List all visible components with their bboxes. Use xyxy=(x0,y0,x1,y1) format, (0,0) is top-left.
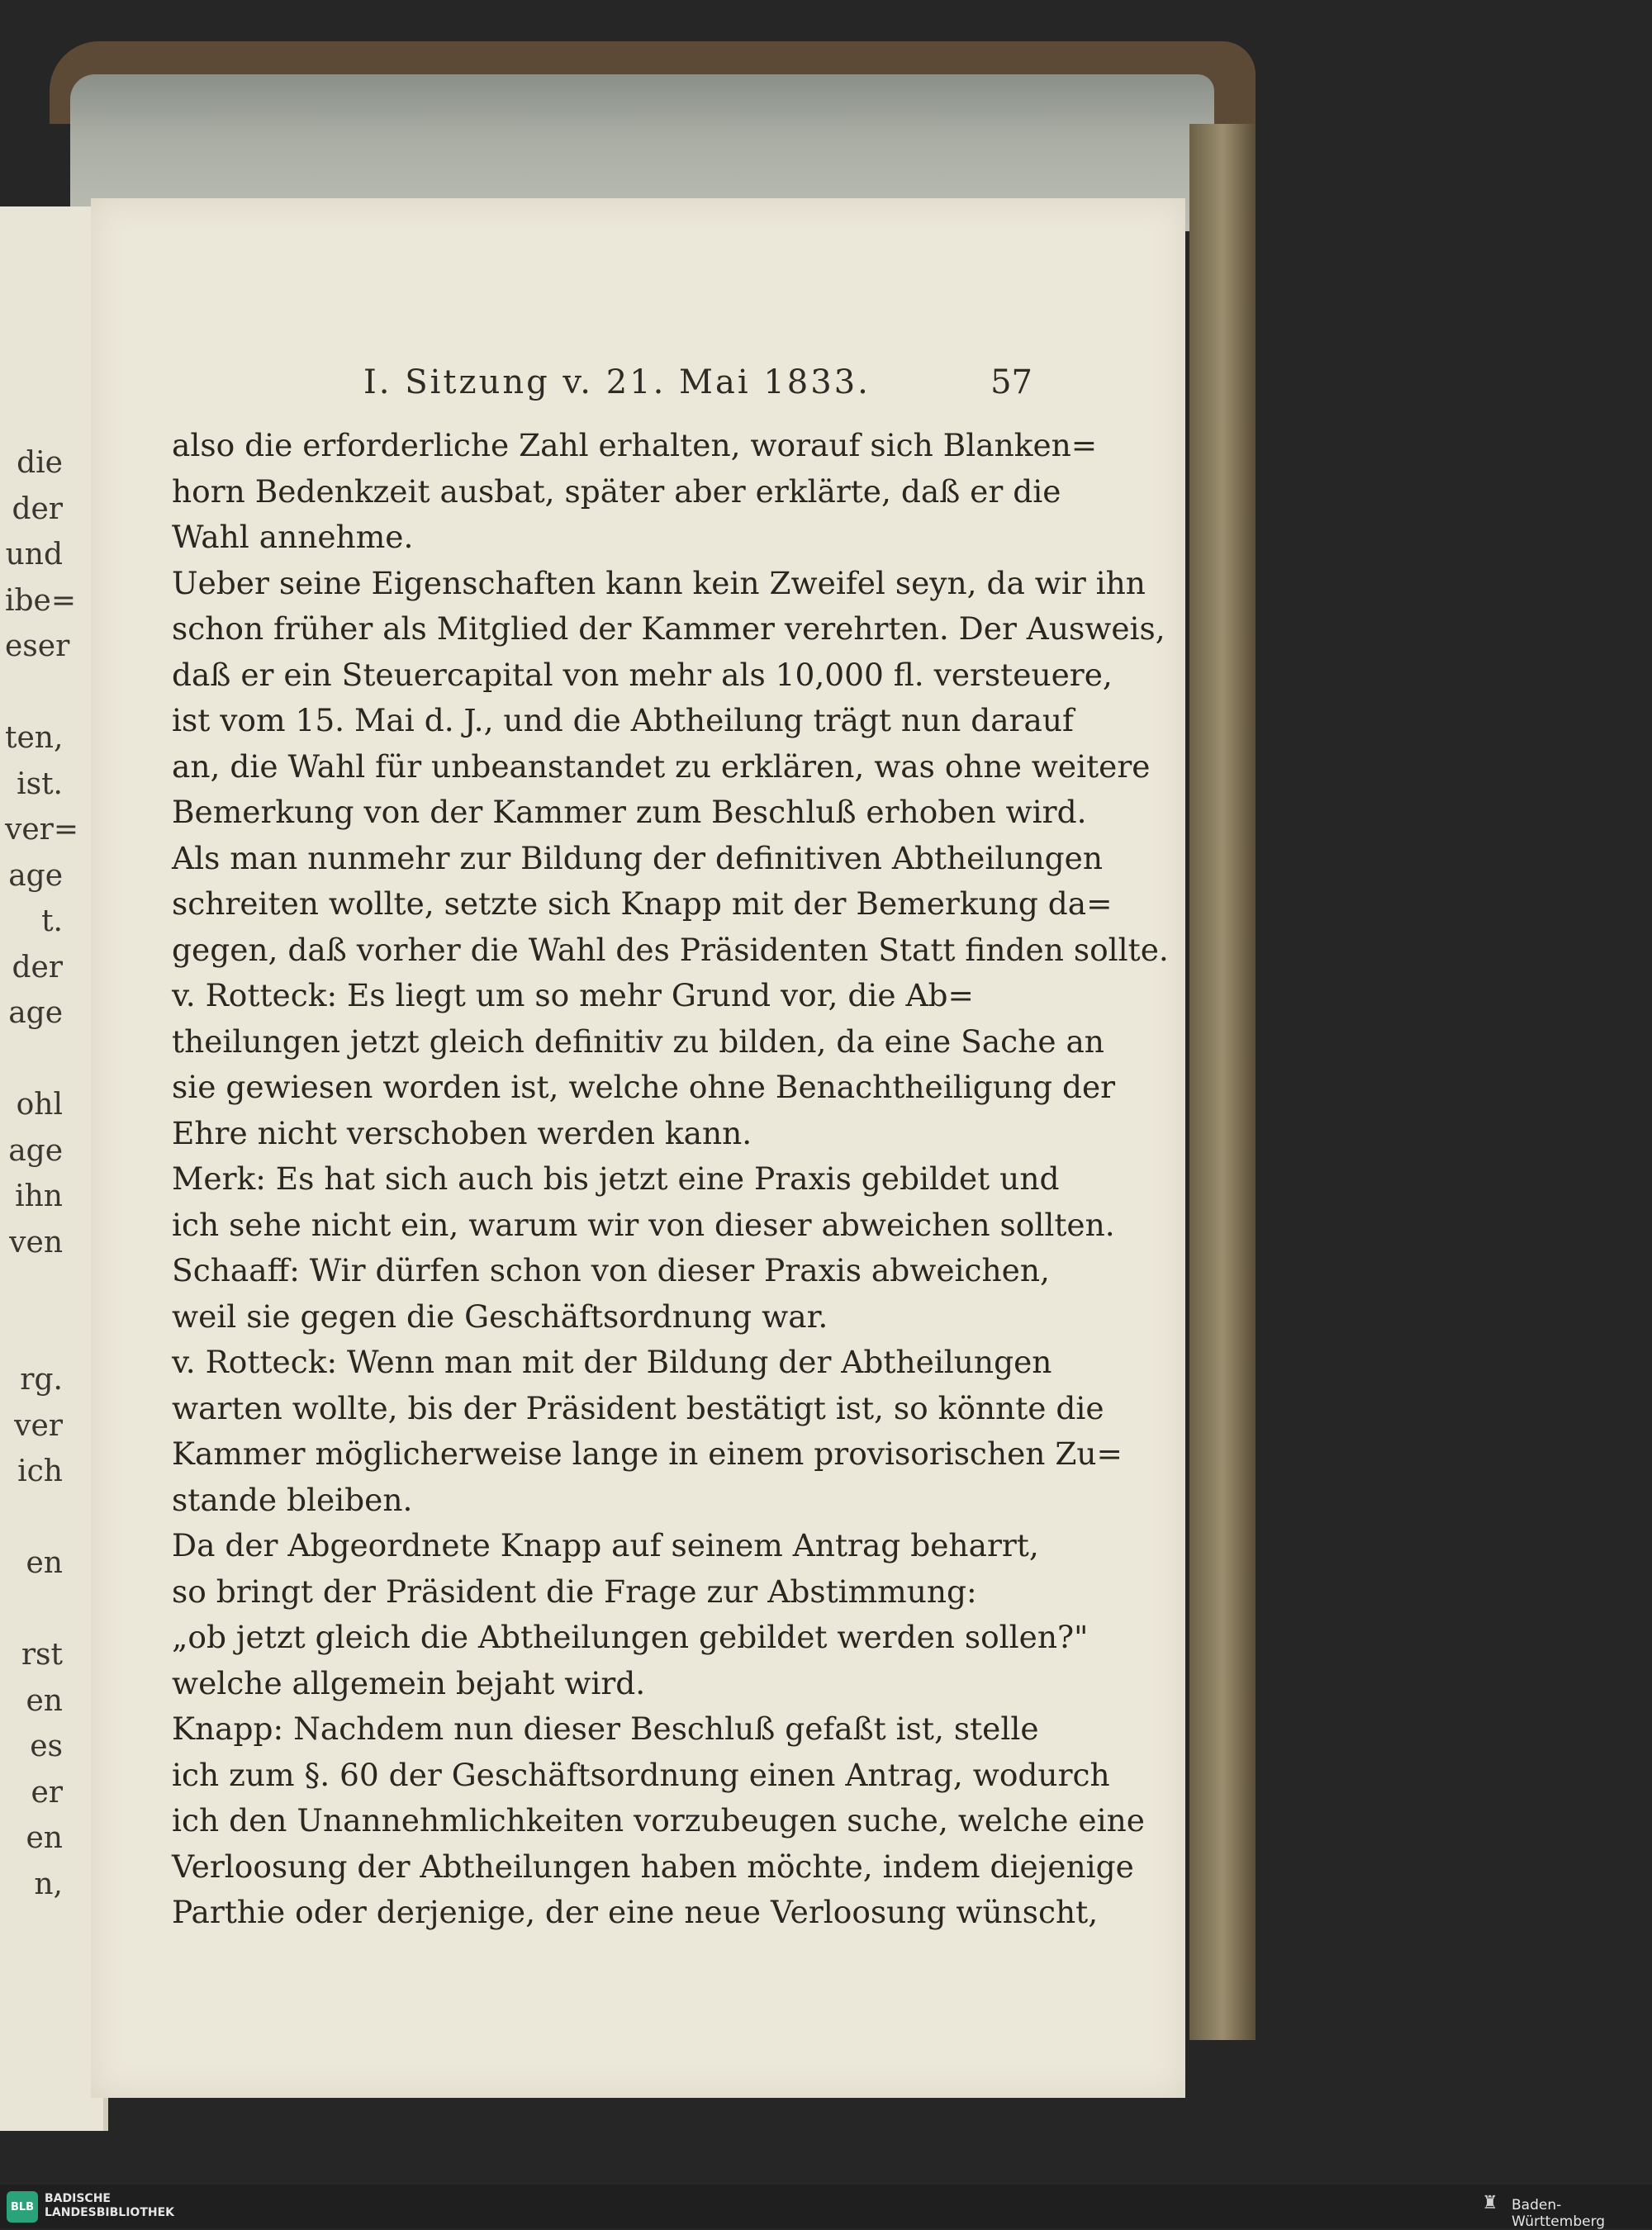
library-name-line2: LANDESBIBLIOTHEK xyxy=(45,2206,175,2219)
library-name-line1: BADISCHE xyxy=(45,2192,111,2205)
left-page-word: age xyxy=(8,996,63,1030)
left-page-word: rst xyxy=(21,1638,63,1672)
text-line: sie gewiesen worden ist, welche ohne Benachtheiligung der xyxy=(172,1069,1116,1105)
text-line: daß er ein Steuercapital von mehr als 10,000 fl. versteuere, xyxy=(172,656,1113,693)
left-page-word: der xyxy=(12,950,63,985)
library-name xyxy=(45,2192,174,2220)
page-body-text xyxy=(172,423,1169,1936)
left-page-word: en xyxy=(26,1546,63,1580)
text-line: Kammer möglicherweise lange in einem provisorischen Zu= xyxy=(172,1435,1123,1472)
left-page-word: ihn xyxy=(15,1179,63,1213)
text-line: weil sie gegen die Geschäftsordnung war. xyxy=(172,1298,828,1335)
left-page-word: age xyxy=(8,858,63,893)
text-line: Ueber seine Eigenschaften kann kein Zweifel seyn, da wir ihn xyxy=(172,564,1146,601)
left-page-word: n, xyxy=(34,1867,63,1901)
text-line: Knapp: Nachdem nun dieser Beschluß gefaßt ist, stelle xyxy=(172,1710,1039,1747)
left-page-word: rg. xyxy=(20,1363,63,1397)
text-line: ist vom 15. Mai d. J., und die Abtheilung trägt nun darauf xyxy=(172,702,1074,738)
text-line: Merk: Es hat sich auch bis jetzt eine Praxis gebildet und xyxy=(172,1160,1060,1197)
left-page-word: ver xyxy=(14,1408,63,1443)
coat-of-arms-icon: ♜ xyxy=(1482,2193,1498,2213)
text-line: warten wollte, bis der Präsident bestätigt ist, so könnte die xyxy=(172,1389,1104,1426)
text-line: Parthie oder derjenige, der eine neue Verloosung wünscht, xyxy=(172,1894,1099,1930)
text-line: stande bleiben. xyxy=(172,1481,413,1518)
text-line: an, die Wahl für unbeanstandet zu erklären, was ohne weitere xyxy=(172,747,1151,785)
viewer-footer xyxy=(0,2185,1652,2228)
text-line: Als man nunmehr zur Bildung der definitiven Abtheilungen xyxy=(172,839,1104,876)
left-page-word: age xyxy=(8,1133,63,1168)
text-line: Schaaff: Wir dürfen schon von dieser Praxis abweichen, xyxy=(172,1252,1050,1288)
text-line: v. Rotteck: Wenn man mit der Bildung der Abtheilungen xyxy=(172,1344,1052,1380)
text-line: ich sehe nicht ein, warum wir von dieser abweichen sollten. xyxy=(172,1206,1115,1243)
text-line: theilungen jetzt gleich definitiv zu bilden, da eine Sache an xyxy=(172,1022,1104,1060)
text-line: also die erforderliche Zahl erhalten, worauf sich Blanken= xyxy=(172,427,1098,463)
left-page-word: ich xyxy=(17,1454,63,1488)
left-page-word: der xyxy=(12,491,63,526)
left-page-word: ver= xyxy=(5,813,79,847)
text-line: Bemerkung von der Kammer zum Beschluß erhoben wird. xyxy=(172,794,1087,830)
left-page-word: t. xyxy=(41,904,63,938)
state-name: Baden-Württemberg xyxy=(1512,2197,1606,2230)
text-line: schon früher als Mitglied der Kammer verehrten. Der Ausweis, xyxy=(172,610,1165,647)
text-line: welche allgemein bejaht wird. xyxy=(172,1664,646,1701)
left-page-word: ist. xyxy=(17,766,63,801)
text-line: gegen, daß vorher die Wahl des Präsidenten Statt finden sollte. xyxy=(172,931,1169,968)
left-page-word: en xyxy=(26,1821,63,1855)
running-head-title: I. Sitzung v. 21. Mai 1833. xyxy=(363,363,871,401)
left-page-word: ohl xyxy=(16,1088,63,1122)
text-line: „ob jetzt gleich die Abtheilungen gebildet werden sollen?" xyxy=(172,1619,1089,1655)
book-cover-edge xyxy=(1189,124,1256,2040)
text-line: Wahl annehme. xyxy=(172,519,414,555)
text-line: so bringt der Präsident die Frage zur Abstimmung: xyxy=(172,1573,977,1610)
running-header xyxy=(363,363,1032,406)
text-line: ich zum §. 60 der Geschäftsordnung einen Antrag, wodurch xyxy=(172,1756,1110,1793)
page-number: 57 xyxy=(990,363,1032,401)
text-line: schreiten wollte, setzte sich Knapp mit der Bemerkung da= xyxy=(172,885,1113,922)
left-page-word: en xyxy=(26,1683,63,1718)
text-line: v. Rotteck: Es liegt um so mehr Grund vor, die Ab= xyxy=(172,977,974,1013)
left-page-word: es xyxy=(30,1729,63,1763)
left-page-word: die xyxy=(17,446,63,480)
left-page-word: ten, xyxy=(5,721,64,755)
left-page-word: er xyxy=(31,1775,63,1810)
left-page-word: ibe= xyxy=(5,583,77,618)
text-line: Verloosung der Abtheilungen haben möchte, indem diejenige xyxy=(172,1848,1134,1885)
text-line: Da der Abgeordnete Knapp auf seinem Antrag beharrt, xyxy=(172,1527,1039,1563)
text-line: Ehre nicht verschoben werden kann. xyxy=(172,1114,752,1151)
left-page-word: und xyxy=(5,538,63,572)
left-page-word: eser xyxy=(5,629,70,663)
text-line: horn Bedenkzeit ausbat, später aber erklärte, daß er die xyxy=(172,472,1061,510)
blb-logo: BLB xyxy=(7,2191,38,2223)
left-page-word: ven xyxy=(9,1225,63,1260)
text-line: ich den Unannehmlichkeiten vorzubeugen suche, welche eine xyxy=(172,1802,1145,1839)
